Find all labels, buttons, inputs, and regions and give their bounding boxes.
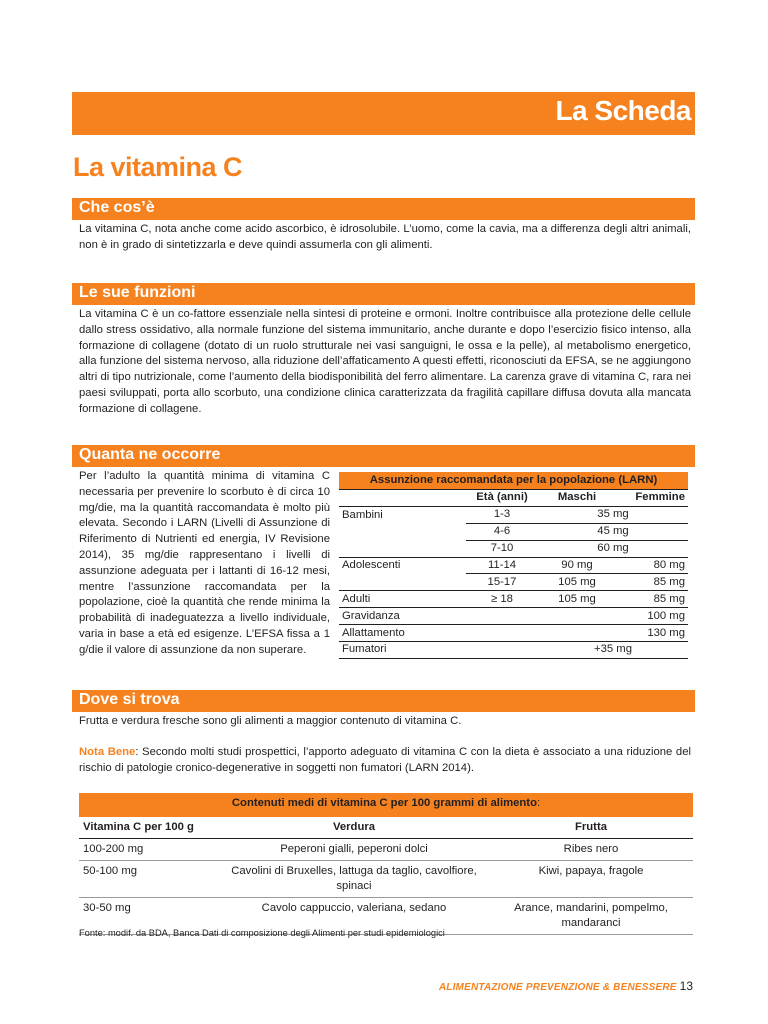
value-cell: 130 mg bbox=[616, 625, 688, 642]
table-row bbox=[339, 523, 688, 540]
nota-bene bbox=[79, 745, 691, 777]
age-cell: 1-3 bbox=[466, 506, 538, 523]
table-row bbox=[339, 557, 688, 574]
group-label: Gravidanza bbox=[339, 608, 466, 625]
source-note: Fonte: modif. da BDA, Banca Dati di composizione degli Alimenti per studi epidemiologici bbox=[79, 928, 445, 938]
section-heading-quanta bbox=[72, 445, 695, 467]
alimenti-header-amount: Vitamina C per 100 g bbox=[79, 817, 219, 839]
nota-bene-label: Nota Bene bbox=[79, 746, 136, 758]
table-row bbox=[339, 625, 688, 642]
group-label: Allattamento bbox=[339, 625, 466, 642]
table-row bbox=[79, 861, 693, 898]
nota-bene-text: : Secondo molti studi prospettici, l’apporto adeguato di vitamina C con la dieta è associato a una riduzione del rischio di patologie cronico-degenerative in soggetti non fumatori (LARN 2014). bbox=[79, 746, 691, 774]
fruit-cell: Ribes nero bbox=[489, 839, 693, 861]
table-row bbox=[339, 642, 688, 659]
page-footer bbox=[439, 979, 693, 993]
section-heading-dove bbox=[72, 690, 695, 712]
value-cell: 45 mg bbox=[538, 523, 688, 540]
alimenti-header-veg: Verdura bbox=[219, 817, 489, 839]
amount-cell: 50-100 mg bbox=[79, 861, 219, 898]
footer-brand: ALIMENTAZIONE PREVENZIONE & BENESSERE bbox=[438, 982, 677, 993]
table-row bbox=[339, 574, 688, 591]
value-cell: 60 mg bbox=[538, 540, 688, 557]
larn-header-age: Età (anni) bbox=[466, 490, 538, 507]
larn-table bbox=[339, 472, 688, 659]
fruit-cell: Kiwi, papaya, fragole bbox=[489, 861, 693, 898]
section-heading-label: Dove si trova bbox=[79, 691, 180, 708]
banner-title: La Scheda bbox=[555, 95, 691, 126]
larn-header-row bbox=[339, 490, 688, 507]
age-cell: 4-6 bbox=[466, 523, 538, 540]
veg-cell: Cavolini di Bruxelles, lattuga da taglio, cavolfiore, spinaci bbox=[219, 861, 489, 898]
age-cell: 15-17 bbox=[466, 574, 538, 591]
dove-text: Frutta e verdura fresche sono gli alimenti a maggior contenuto di vitamina C. bbox=[79, 715, 462, 727]
veg-cell: Peperoni gialli, peperoni dolci bbox=[219, 839, 489, 861]
value-cell: 35 mg bbox=[538, 506, 688, 523]
value-cell: +35 mg bbox=[538, 642, 688, 659]
fruit-cell: Arance, mandarini, pompelmo, mandaranci bbox=[489, 898, 693, 935]
section-heading-funzioni bbox=[72, 283, 695, 305]
group-label: Fumatori bbox=[339, 642, 466, 659]
alimenti-table bbox=[79, 793, 693, 935]
females-cell: 85 mg bbox=[616, 591, 688, 608]
section-heading-che-cose bbox=[72, 198, 695, 220]
group-label: Adulti bbox=[339, 591, 466, 608]
funzioni-text: La vitamina C è un co-fattore essenziale nella sintesi di proteine e ormoni. Inoltre contribuisce alla protezione delle cellule dallo stress ossidativo, alla normale funzione del sistema immunitario, anche durante e dopo l’esercizio fisico intenso, alla formazione di collagene (dotato di un ruolo strutturale nei vasi sanguigni, le ossa e la pelle), al metabolismo energetico, alla funzione del sistema nervoso, alla riduzione dell’affaticamento A questi effetti, riconosciuti da EFSA, se ne aggiungono altri di tipo nutrizionale, come l’aumento della biodisponibilità del ferro alimentare. La carenza grave di vitamina C, rara nei paesi sviluppati, porta allo scorbuto, una condizione clinica caratterizzata da fragilità capillare diffusa dovuta alla mancata formazione di collagene. bbox=[79, 308, 691, 415]
males-cell: 90 mg bbox=[538, 557, 616, 574]
age-cell: 11-14 bbox=[466, 557, 538, 574]
alimenti-caption: Contenuti medi di vitamina C per 100 grammi di alimento bbox=[231, 797, 537, 809]
che-cose-text: La vitamina C, nota anche come acido ascorbico, è idrosolubile. L’uomo, come la cavia, ma a differenza degli altri animali, non è in grado di sintetizzarla e deve quindi assumerla con gli alimenti. bbox=[79, 223, 691, 251]
amount-cell: 100-200 mg bbox=[79, 839, 219, 861]
larn-header-females: Femmine bbox=[616, 490, 688, 507]
table-row bbox=[339, 506, 688, 523]
larn-header-empty bbox=[339, 490, 466, 507]
group-label: Bambini bbox=[342, 508, 383, 521]
table-row bbox=[79, 839, 693, 861]
veg-cell: Cavolo cappuccio, valeriana, sedano bbox=[219, 898, 489, 935]
table-row bbox=[339, 608, 688, 625]
section-heading-label: Le sue funzioni bbox=[79, 284, 196, 301]
alimenti-caption-row bbox=[79, 793, 693, 817]
page-title: La vitamina C bbox=[73, 152, 243, 182]
alimenti-caption-suffix: : bbox=[536, 797, 541, 809]
section-heading-label: Che cos’è bbox=[79, 199, 155, 216]
males-cell: 105 mg bbox=[538, 591, 616, 608]
table-row bbox=[339, 540, 688, 557]
males-cell: 105 mg bbox=[538, 574, 616, 591]
section-heading-label: Quanta ne occorre bbox=[79, 446, 221, 463]
table-row bbox=[339, 591, 688, 608]
age-cell: ≥ 18 bbox=[466, 591, 538, 608]
larn-caption: Assunzione raccomandata per la popolazione (LARN) bbox=[339, 472, 688, 490]
alimenti-header-fruit: Frutta bbox=[489, 817, 693, 839]
quanta-text: Per l’adulto la quantità minima di vitamina C necessaria per prevenire lo scorbuto è di circa 10 mg/die, ma la quantità raccomandata è molto più elevata. Secondo i LARN (Livelli di Assunzione di Riferimento di Nutrienti ed energia, IV Revisione 2014), 35 mg/die rappresentano i livelli di assunzione adeguata per i lattanti di 16-12 mesi, mentre l’assunzione raccomandata per la popolazione, cioè la quantità che rende minima la probabilità di inadeguatezza a livello individuale, varia in base a età ed esigenze. L’EFSA fissa a 1 g/die il valore di assunzione da non superare. bbox=[79, 470, 330, 656]
page-number: 13 bbox=[679, 979, 693, 993]
group-label: Adolescenti bbox=[342, 559, 401, 572]
larn-header-males: Maschi bbox=[538, 490, 616, 507]
amount-cell: 30-50 mg bbox=[79, 898, 219, 935]
females-cell: 85 mg bbox=[616, 574, 688, 591]
age-cell: 7-10 bbox=[466, 540, 538, 557]
header-banner bbox=[72, 92, 695, 135]
larn-caption-row bbox=[339, 472, 688, 490]
alimenti-header-row bbox=[79, 817, 693, 839]
females-cell: 80 mg bbox=[616, 557, 688, 574]
value-cell: 100 mg bbox=[616, 608, 688, 625]
